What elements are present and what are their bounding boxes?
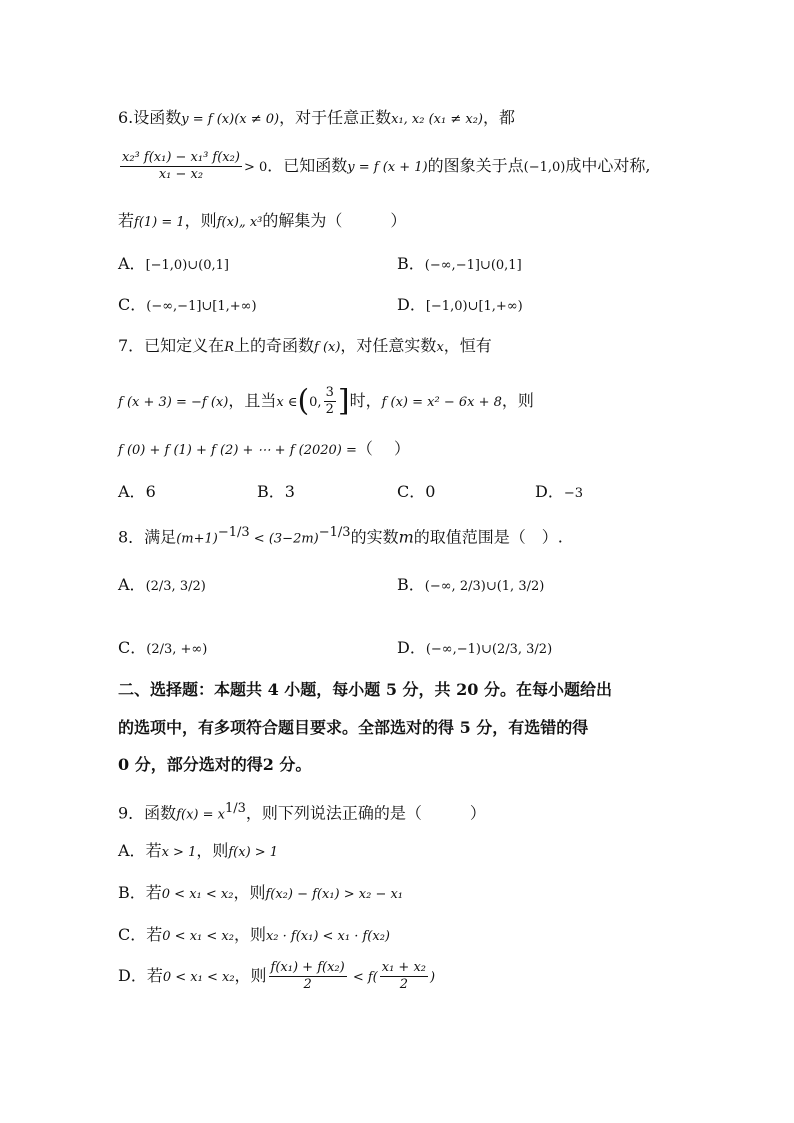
q6-ineq-den: x₁ − x₂ [158, 167, 204, 182]
q9-option-d-num1: f(x₁) + f(x₂) [270, 960, 345, 975]
q6-option-b [397, 253, 522, 277]
q9-option-a-mid: ，则 [196, 841, 229, 860]
q7-interval-pre: x ∈ [276, 395, 298, 410]
q6-vars: x₁, x₂ (x₁ ≠ x₂) [391, 112, 483, 127]
q9-line1 [118, 798, 486, 826]
q8-op: < [249, 531, 269, 547]
q8-rhs-base: (3−2m) [268, 531, 319, 547]
q8-m: m [398, 527, 414, 547]
q8-option-b-value: (−∞, 2/3)∪(1, 3/2) [424, 579, 545, 594]
q6-cond: f(1) = 1 [134, 215, 185, 230]
q7-interval-num: 3 [325, 385, 334, 400]
q6-ineq2: f(x)„ x³ [216, 215, 263, 230]
q8-prefix: 8．满足 [118, 527, 177, 547]
q7-R: R [224, 340, 234, 355]
q6-option-c-value: (−∞,−1]∪[1,+∞) [146, 299, 257, 314]
q6-line1 [118, 107, 515, 131]
q8-option-d-label: D． [397, 638, 426, 657]
q7-option-a [118, 481, 156, 503]
q8-suffix2: 的取值范围是（ ）. [413, 527, 563, 547]
q7-option-d-label: D． [535, 482, 564, 501]
q9-option-b-mid: ，则 [233, 883, 266, 902]
q7-sum-tail: （ ） [356, 439, 410, 458]
q8-option-a-label: A． [118, 575, 146, 594]
q9-option-a [118, 840, 278, 864]
q7-option-c [397, 481, 435, 503]
q6-option-a-value: [−1,0)∪(0,1] [145, 258, 229, 273]
q9-suffix: ，则下列说法正确的是（ ） [245, 803, 486, 823]
q6-line3c: 的解集为（ ） [262, 211, 407, 230]
q7-interval-rbracket: ] [337, 383, 350, 419]
q6-option-a-label: A． [118, 254, 146, 273]
q7-eq2: f (x) = x² − 6x + 8 [381, 395, 502, 410]
q7-interval-lbracket: ( [297, 383, 310, 419]
q8-line1 [118, 522, 563, 550]
q9-option-a-res: f(x) > 1 [228, 845, 279, 860]
q9-option-b-label: B． [118, 883, 146, 902]
q9-option-d-num2: x₁ + x₂ [381, 960, 426, 975]
q9-option-d-frac2 [380, 960, 428, 993]
q8-option-c-value: (2/3, +∞) [146, 642, 208, 657]
q6-option-d-value: [−1,0)∪[1,+∞) [425, 299, 523, 314]
q9-option-b-cond: 0 < x₁ < x₂ [161, 887, 234, 902]
q6-line2 [118, 150, 650, 183]
q8-option-c [118, 637, 207, 661]
q7-option-a-label: A． [118, 482, 146, 501]
q9-option-a-cond: x > 1 [161, 845, 197, 860]
q6-line3a: 若 [118, 211, 135, 230]
q7-sum: f (0) + f (1) + f (2) + ⋯ + f (2020) = [118, 443, 357, 458]
q6-option-d [397, 294, 523, 318]
q6-mid: ，对于任意正数 [279, 108, 392, 127]
q6-option-b-label: B． [397, 254, 425, 273]
q6-text2b: 的图象关于点 [427, 156, 524, 175]
q6-func2: y = f (x + 1) [347, 160, 428, 175]
q6-option-b-value: (−∞,−1]∪(0,1] [424, 258, 522, 273]
q7-interval-a: 0, [309, 395, 322, 410]
q7-option-d [535, 481, 583, 505]
q7-line1 [118, 335, 492, 359]
q6-prefix: 6.设函数 [118, 108, 182, 127]
q7-fx: f (x) [314, 340, 341, 355]
q7-line1a: 7．已知定义在 [118, 336, 225, 355]
q9-option-c-cond: 0 < x₁ < x₂ [162, 929, 234, 944]
q9-exp: 1/3 [224, 801, 246, 816]
q7-line1d: ，恒有 [443, 336, 492, 355]
q7-line2b: 时， [349, 391, 382, 410]
q6-text2a: ．已知函数 [267, 156, 348, 175]
q9-option-d [118, 960, 435, 993]
q9-option-d-den2: 2 [399, 977, 409, 992]
q8-suffix: 的实数 [350, 527, 399, 547]
q9-option-b [118, 882, 403, 906]
q9-option-d-frac1 [269, 960, 347, 993]
q6-option-c [118, 294, 257, 318]
q9-option-c-pre: 若 [146, 925, 163, 944]
q7-interval-fraction [324, 385, 336, 418]
q9-option-a-pre: 若 [145, 841, 162, 860]
section2-line3: 0 分，部分选对的得2 分。 [118, 755, 312, 774]
q9-option-c-label: C． [118, 925, 147, 944]
q8-lhs-base: (m+1) [176, 531, 218, 547]
q6-ineq-num: x₂³ f(x₁) − x₁³ f(x₂) [122, 150, 240, 165]
q9-option-c-mid: ，则 [233, 925, 266, 944]
q8-option-d-value: (−∞,−1)∪(2/3, 3/2) [425, 642, 553, 657]
q9-option-d-label: D． [118, 966, 147, 985]
q7-option-a-value: 6 [145, 482, 156, 501]
q6-option-c-label: C． [118, 295, 147, 314]
q9-option-c [118, 924, 390, 948]
q9-option-d-op: < f( [348, 970, 378, 985]
q7-option-b-value: 3 [284, 482, 295, 501]
q8-lhs-exp: −1/3 [217, 525, 250, 540]
q9-option-a-label: A． [118, 841, 146, 860]
q8-rhs-exp: −1/3 [318, 525, 351, 540]
q7-line2 [118, 385, 534, 418]
q9-option-b-res: f(x₂) − f(x₁) > x₂ − x₁ [265, 887, 404, 902]
q8-option-c-label: C． [118, 638, 147, 657]
q7-option-b [257, 481, 295, 503]
q7-line2c: ，则 [501, 391, 534, 410]
q6-line3b: ，则 [184, 211, 217, 230]
q7-interval-den: 2 [325, 402, 334, 417]
q6-ineq-fraction [120, 150, 242, 183]
q7-eq1: f (x + 3) = −f (x) [118, 395, 229, 410]
section2-line1: 二、选择题：本题共 4 小题，每小题 5 分，共 20 分。在每小题给出 [118, 680, 612, 699]
q7-option-d-value: −3 [563, 486, 584, 501]
q9-func: f(x) = x [176, 807, 225, 823]
section2-line2: 的选项中，有多项符合题目要求。全部选对的得 5 分，有选错的得 [118, 718, 589, 737]
q6-point: (−1,0) [523, 160, 566, 175]
q9-option-c-res: x₂ · f(x₁) < x₁ · f(x₂) [265, 929, 390, 944]
q8-option-b-label: B． [397, 575, 425, 594]
q7-option-c-label: C． [397, 482, 426, 501]
q9-option-b-pre: 若 [145, 883, 162, 902]
q8-option-a-value: (2/3, 3/2) [145, 579, 206, 594]
q7-line1b: 上的奇函数 [233, 336, 314, 355]
q6-line3 [118, 210, 406, 234]
q6-end: ，都 [483, 108, 516, 127]
q7-option-b-label: B． [257, 482, 285, 501]
q6-func: y = f (x)(x ≠ 0) [181, 112, 280, 127]
q9-prefix: 9．函数 [118, 803, 177, 823]
q8-option-a [118, 574, 206, 598]
q9-option-d-mid: ，则 [234, 966, 267, 985]
q6-option-a [118, 253, 229, 277]
q9-option-d-close: ) [430, 970, 436, 985]
q7-line1c: ，对任意实数 [340, 336, 437, 355]
q6-option-d-label: D． [397, 295, 426, 314]
q9-option-d-den1: 2 [303, 977, 312, 992]
q9-option-d-pre: 若 [146, 966, 163, 985]
q7-x: x [436, 340, 444, 355]
q8-option-b [397, 574, 544, 598]
q6-text2c: 成中心对称, [565, 156, 651, 175]
q7-line3 [118, 438, 410, 462]
q8-option-d [397, 637, 552, 661]
q7-option-c-value: 0 [425, 482, 436, 501]
q7-line2a: ，且当 [228, 391, 277, 410]
q6-ineq-rhs: > 0 [243, 160, 268, 175]
q9-option-d-cond: 0 < x₁ < x₂ [162, 970, 235, 985]
